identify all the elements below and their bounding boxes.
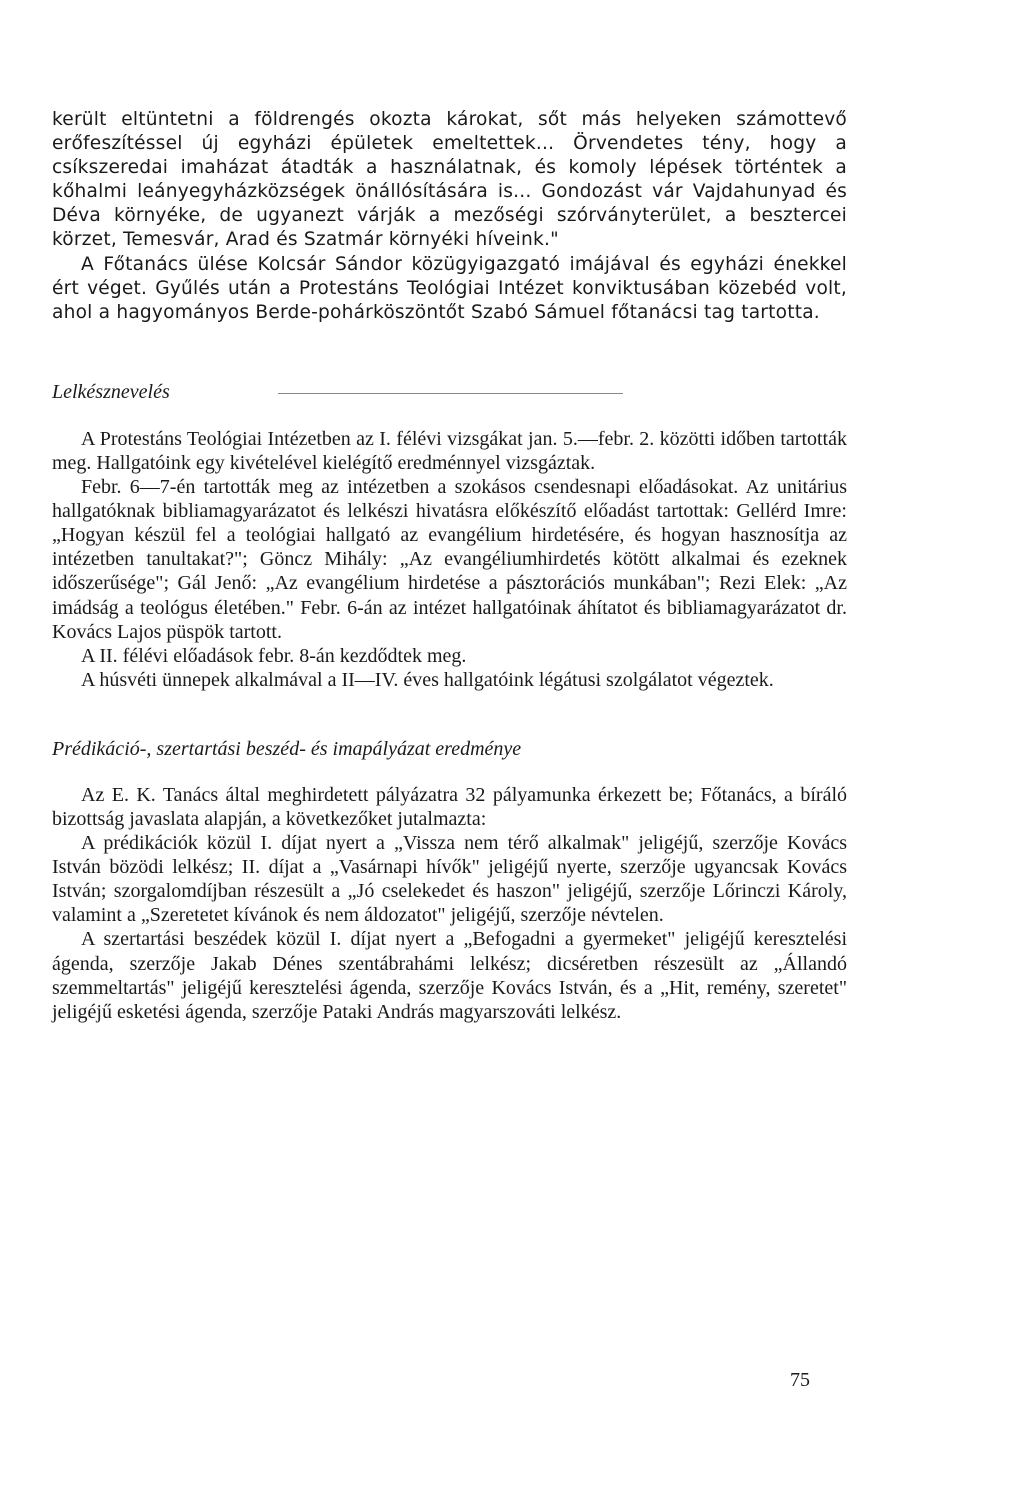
section1-paragraph: A Protestáns Teológiai Intézetben az I. félévi vizsgákat jan. 5.—febr. 2. közötti időben tartották meg. Hallgatóink egy kivételével kielégítő eredménnyel vizsgáztak. (52, 427, 847, 474)
section1-paragraph: A húsvéti ünnepek alkalmával a II—IV. éves hallgatóink légátusi szolgálatot végeztek. (81, 668, 774, 691)
section-heading-predikacio: Prédikáció-, szertartási beszéd- és imapályázat eredménye (52, 737, 522, 760)
section-heading-lelkesznevel: Lelkésznevelés (52, 380, 170, 403)
intro-paragraph-closing: A Főtanács ülése Kolcsár Sándor közügyigazgató imájával és egyházi énekkel ért véget. Gyűlés után a Protestáns Teológiai Intézet konviktusában közebéd volt, ahol a hagyományos Berde-pohárköszöntőt Szabó Sámuel főtanácsi tag tartotta. (52, 253, 847, 323)
intro-paragraph-quote: került eltüntetni a földrengés okozta károkat, sőt más helyeken számottevő erőfeszítéssel új egyházi épületek emeltettek... Örvendetes tény, hogy a csíkszeredai imaházat átadták a használatnak, és komoly lépések történtek a kőhalmi leányegyházközségek önállósítására is... Gondozást vár Vajdahunyad és Déva környéke, de ugyanezt várják a mezőségi szórványterület, a besztercei körzet, Temesvár, Arad és Szatmár környéki híveink." (52, 109, 847, 251)
section2-paragraph: Az E. K. Tanács által meghirdetett pályázatra 32 pályamunka érkezett be; Főtanács, a bíráló bizottság javaslata alapján, a következőket jutalmazta: (52, 783, 847, 830)
page-number: 75 (790, 1369, 810, 1391)
section2-paragraph: A szertartási beszédek közül I. díjat nyert a „Befogadni a gyermeket" jeligéjű keresztelési ágenda, szerzője Jakab Dénes szentábrahámi lelkész; dicséretben részesült az „Állandó szemmeltartás" jeligéjű keresztelési ágenda, szerzője Kovács István, és a „Hit, remény, szeretet" jeligéjű esketési ágenda, szerzője Pataki András magyarszováti lelkész. (52, 928, 847, 1023)
section1-paragraph: Febr. 6—7-én tartották meg az intézetben a szokásos csendesnapi előadásokat. Az unitárius hallgatóknak bibliamagyarázatot és lelkészi hivatásra előkészítő előadást tartottak: Gellérd Imre: „Hogyan készül fel a teológiai hallgató az evangélium hirdetésére, és hogyan hasznosítja az intézetben tanultakat?"; Göncz Mihály: „Az evangéliumhirdetés kötött alkalmai és ezeknek időszerűsége"; Gál Jenő: „Az evangélium hirdetése a pásztorációs munkában"; Rezi Elek: „Az imádság a teológus életében." Febr. 6-án az intézet hallgatóinak áhítatot és bibliamagyarázatot dr. Kovács Lajos püspök tartott. (52, 476, 847, 643)
page-body (52, 108, 847, 1024)
section1-paragraph: A II. félévi előadások febr. 8-án kezdődtek meg. (81, 644, 467, 667)
section2-paragraph: A prédikációk közül I. díjat nyert a „Vissza nem térő alkalmak" jeligéjű, szerzője Kovács István bözödi lelkész; II. díjat a „Vasárnapi hívők" jeligéjű nyerte, szerzője ugyancsak Kovács István; szorgalomdíjban részesült a „Jó cselekedet és haszon" jeligéjű, szerzője Lőrinczi Károly, valamint a „Szeretetet kívánok és nem áldozatot" jeligéjű, szerzője névtelen. (52, 832, 847, 927)
scan-artifact-rule (278, 393, 623, 394)
